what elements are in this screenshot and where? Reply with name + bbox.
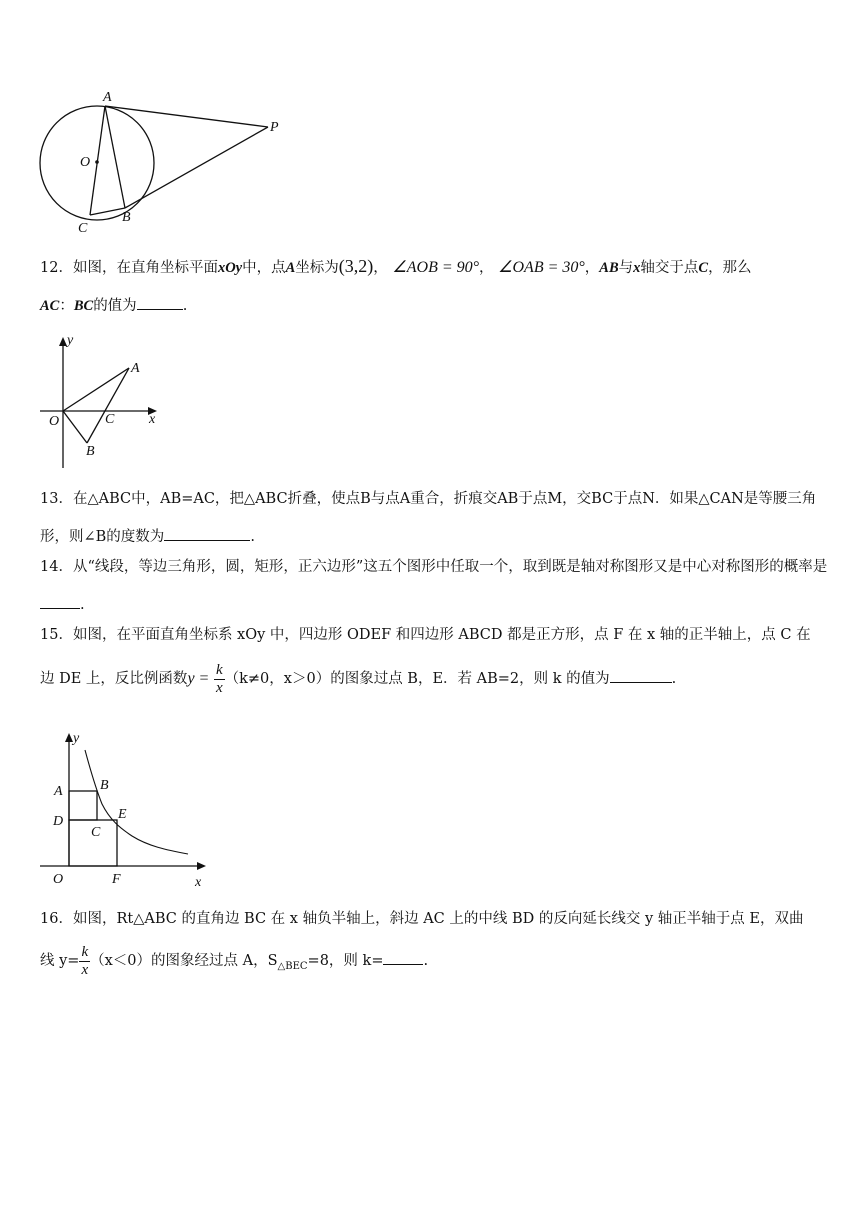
q12-sep: ， — [479, 260, 494, 276]
q13-number: 13． — [40, 491, 73, 507]
label-p: P — [270, 120, 279, 135]
square-abcd — [69, 791, 97, 820]
chord-cb — [90, 208, 125, 215]
q12-number: 12． — [40, 260, 73, 276]
q15-end: . — [671, 671, 677, 687]
q12-text: 轴交于点 — [640, 260, 699, 276]
q15-func-lhs: y = — [187, 670, 210, 687]
x-axis-arrow — [197, 862, 206, 870]
label-x: x — [195, 875, 202, 890]
q12-ac: AC — [40, 298, 60, 314]
label-b: B — [86, 444, 95, 459]
q16-end: . — [423, 953, 429, 969]
segment-ob — [63, 411, 87, 443]
q12-end: . — [182, 298, 188, 314]
hyperbola — [85, 750, 188, 854]
q12-x: x — [633, 260, 641, 276]
question-16 — [40, 900, 830, 984]
label-c: C — [105, 412, 115, 427]
q15-line2a: 边 DE 上，反比例函数 — [40, 671, 188, 687]
q12-text: 与 — [618, 260, 634, 276]
label-e: E — [118, 807, 127, 822]
q14-end: . — [80, 597, 85, 613]
label-a: A — [131, 361, 140, 376]
label-a: A — [54, 784, 63, 799]
segment-oa — [63, 368, 129, 411]
q15-line1: 如图，在平面直角坐标系 xOy 中，四边形 ODEF 和四边形 ABCD 都是正方形，点 F 在 x 轴的正半轴上，点 C 在 — [72, 627, 811, 643]
q16-line2a: 线 y= — [40, 953, 80, 969]
q16-number: 16． — [40, 911, 73, 927]
q12-angle-aob: ∠AOB = 90° — [392, 259, 480, 276]
q15-line2b: （k≠0，x＞0）的图象过点 B，E．若 AB=2，则 k 的值为 — [224, 671, 610, 687]
q13-end: . — [250, 529, 255, 545]
answer-blank[interactable] — [40, 594, 80, 609]
label-a: A — [103, 90, 112, 105]
q12-bc: BC — [73, 298, 94, 314]
y-axis-arrow — [65, 733, 73, 742]
q16-line2b: （x＜0）的图象经过点 A，S — [90, 953, 278, 969]
circle-tangent-figure — [30, 85, 290, 240]
q15-number: 15． — [40, 627, 73, 643]
segment-ab — [87, 368, 129, 443]
q12-coord: (3,2) — [338, 256, 374, 276]
answer-blank[interactable] — [137, 295, 183, 310]
label-c: C — [78, 221, 88, 236]
answer-blank[interactable] — [383, 950, 423, 965]
q12-colon: ： — [59, 298, 74, 314]
q16-subscript: △BEC — [277, 960, 308, 972]
center-point — [95, 160, 99, 164]
q12-xoy: xOy — [217, 260, 243, 276]
q12-text: ，那么 — [708, 260, 752, 276]
question-12 — [40, 247, 830, 325]
answer-blank[interactable] — [610, 668, 672, 683]
q12-sep: ， — [584, 260, 600, 276]
label-y: y — [67, 333, 74, 348]
label-f: F — [112, 872, 121, 887]
q12-point-a: A — [285, 260, 296, 276]
q16-line2c: =8，则 k= — [307, 953, 384, 969]
q12-text: 中，点 — [242, 260, 286, 276]
q12-point-c: C — [698, 260, 709, 276]
q16-func-den: x — [81, 961, 89, 978]
line-pb — [125, 127, 268, 208]
q15-figure — [40, 728, 215, 893]
answer-blank[interactable] — [164, 526, 250, 541]
q13-text: 在△ABC中，AB=AC，把△ABC折叠，使点B与点A重合，折痕交AB于点M，交BC于点N．如果△CAN是等腰三角形，则∠B的度数为 — [40, 491, 817, 545]
q15-fraction — [214, 662, 225, 697]
question-15 — [40, 616, 830, 704]
q15-func-num: k — [215, 661, 223, 678]
q12-sep: ， — [373, 260, 388, 276]
label-y: y — [73, 731, 80, 746]
q12-figure — [35, 330, 170, 470]
label-x: x — [149, 412, 156, 427]
label-b: B — [122, 210, 131, 225]
q14-number: 14． — [40, 559, 73, 575]
q12-ab: AB — [599, 260, 619, 276]
y-axis-arrow — [59, 337, 67, 346]
q14-text: 从“线段，等边三角形，圆，矩形，正六边形”这五个图形中任取一个，取到既是轴对称图形又是中心对称图形的概率是 — [72, 559, 828, 575]
label-o: O — [80, 155, 91, 170]
chord-ab — [105, 106, 125, 208]
q12-text: 的值为 — [93, 298, 137, 314]
q16-fraction — [79, 944, 90, 979]
q16-line1: 如图，Rt△ABC 的直角边 BC 在 x 轴负半轴上，斜边 AC 上的中线 BD 的反向延长线交 y 轴正半轴于点 E，双曲 — [72, 911, 804, 927]
label-c: C — [91, 825, 101, 840]
label-o: O — [49, 414, 60, 429]
label-d: D — [53, 814, 64, 829]
question-14 — [40, 548, 830, 624]
q12-angle-oab: ∠OAB = 30° — [498, 259, 585, 276]
q12-text: 坐标为 — [295, 260, 339, 276]
q15-func-den: x — [215, 679, 223, 696]
q16-func-num: k — [81, 943, 89, 960]
question-13 — [40, 480, 830, 556]
q12-text: 如图，在直角坐标平面 — [72, 260, 218, 276]
label-o: O — [53, 872, 64, 887]
label-b: B — [100, 778, 109, 793]
